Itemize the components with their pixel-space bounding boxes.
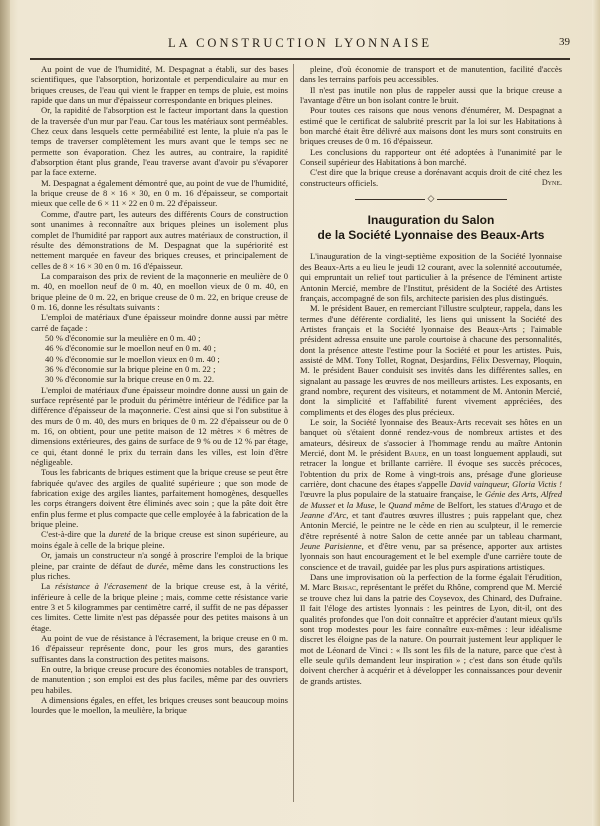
running-title: LA CONSTRUCTION LYONNAISE	[167, 36, 433, 50]
paragraph: Comme, d'autre part, les auteurs des différents Cours de construction sont unanimes à reconnaître aux briques pleines un isolement plus complet de l'humidité par rapport aux autres matériaux de construction, il résulte des démonstrations de M. Despagnat que la supériorité est nettement marquée en faveur des briques creuses, et principalement de celles de 8 × 16 × 30 en 0 m. 16 d'épaisseur.	[31, 208, 288, 271]
savings-list	[31, 333, 288, 385]
list-item: 40 % d'économie sur le moellon vieux en 0 m. 40 ;	[45, 353, 220, 364]
paragraph: Pour toutes ces raisons que nous venons d'énumérer, M. Despagnat a estimé que le certificat de salubrité prescrit par la loi sur les Habitations à bon marché était être délivré aux maisons dont les murs sont construits en briques creuses de 0 m. 16 d'épaisseur.	[300, 105, 562, 147]
paragraph: Le soir, la Société lyonnaise des Beaux-Arts recevait ses hôtes en un banquet où s'étaient donné rendez-vous de nombreux artistes et des amateurs, désireux de s'associer à l'hommage rendu au maître Antonin Mercié, dont M. le président Bauer, en un toast longuement applaudi, sut retracer la longue et brillante carrière. Il évoque ses succès précoces, l'obtention du prix de Rome à vingt-trois ans, présage d'une glorieuse carrière, dont chacune des étapes s'appelle David vainqueur, Gloria Victis ! l'œuvre la plus populaire de la statuaire française, le Génie des Arts, Alfred de Musset et la Muse, le Quand même de Belfort, les statues d'Arago et de Jeanne d'Arc, et tant d'autres œuvres illustres ; puis rappelant que, chez Antonin Mercié, le peintre ne le cède en rien au sculpteur, il le remercie d'être représenté à notre Salon de cette année par un tableau charmant, Jeune Parisienne, et d'être venu, par sa présence, apporter aux artistes lyonnais son haut encouragement et le bel exemple d'une carrière toute de conscience et de travail, guidée par les plus purs aspirations artistiques.	[300, 416, 562, 572]
section-ornament	[300, 193, 562, 203]
paragraph: C'est-à-dire que la dureté de la brique creuse est sinon supérieure, au moins égale à celle de la brique pleine.	[31, 529, 289, 550]
author-signature: Dyne.	[541, 177, 562, 187]
page-number: 39	[559, 36, 570, 48]
diamond-icon: ◇	[427, 193, 435, 204]
page-spine-shadow	[0, 0, 10, 826]
paragraph: pleine, d'où économie de transport et de manutention, facilité d'accès dans les terrains parfois peu accessibles.	[300, 64, 562, 85]
list-item: 36 % d'économie sur la brique pleine en 0 m. 22 ;	[45, 363, 216, 374]
right-column	[300, 64, 562, 686]
list-item: 46 % d'économie sur le moellon neuf en 0 m. 40 ;	[45, 343, 216, 354]
page-edge-shadow	[592, 0, 600, 826]
paragraph: Dans une improvisation où la perfection de la forme égalait l'érudition, M. Marc Brisac, représentant le préfet du Rhône, comprend que M. Mercié se trouve chez lui dans la patrie des Coysevox, des Chinard, des Dufraine. Il fait l'éloge des artistes lyonnais : les peintres de Lyon, dit-il, ont des qualités profondes que l'on doit connaître et apprécier d'autant mieux qu'ils sont trop modestes pour les faire connaître eux-mêmes : leur idéalisme discret les éloigne pas de la nature. On pourrait justement leur appliquer le mot de Léonard de Vinci : « Ils sont les fils de la nature, parce que c'est à elle seule qu'ils demandent leur inspiration » ; c'est dans son étude qu'ils doivent chercher à acquérir et à développer les connaissances pour devenir de grands artistes.	[300, 572, 562, 686]
left-column	[31, 64, 288, 716]
paragraph: Les conclusions du rapporteur ont été adoptées à l'unanimité par le Conseil supérieur des Habitations à bon marché.	[300, 146, 562, 168]
page-header	[30, 36, 570, 54]
paragraph: M. Despagnat a également démontré que, au point de vue de l'humidité, la brique creuse de 8 × 16 × 30, en 0 m. 16 d'épaisseur, se comportait mieux que celle de 6 × 11 × 22 en 0 m. 22 d'épaisseur.	[31, 177, 288, 209]
paragraph: M. le président Bauer, en remerciant l'illustre sculpteur, rappela, dans les termes d'une déférente cordialité, les liens qui unissent la Société des Artistes français et la Société lyonnaise des Beaux-Arts ; l'aimable président adressa ensuite une parole courtoise à chacune des personnalités, dont la présence atteste l'estime pour la Société et pour les artistes. Puis, assisté de MM. Tony Tollet, Rognat, Desjardins, Félix Desvernay, Ploquin, M. le président Bauer conduisit ses invités dans les différentes salles, en signalant au passage les œuvres de nos meilleurs artistes. Les exposants, en grand nombre, reçurent des visiteurs, et notamment de M. Antonin Mercié, dont la simplicité et l'affabilité furent vivement appréciées, des compliments et des éloges des plus précieux.	[300, 303, 562, 417]
paragraph: La comparaison des prix de revient de la maçonnerie en meulière de 0 m. 40, en moellon neuf de 0 m. 40, en moellon vieux de 0 m. 40, en brique pleine de 0 m. 22, en brique creuse de 0 m. 22, en brique creuse de 0 m. 16, donne les résultats suivants :	[31, 270, 288, 312]
paragraph: Or, la rapidité de l'absorption est le facteur important dans la question de la traversée d'un mur par l'eau. Car tous les matériaux sont perméables. Chez ceux dans lesquels cette perméabilité est lente, la pluie n'a pas le temps de traverser complètement les murs avant que le temps sec ne permette son évaporation. Chez les autres, au contraire, la rapidité d'absorption étant plus grande, l'eau traverse avant d'avoir pu s'évaporer par la face externe.	[31, 105, 288, 178]
list-item: 50 % d'économie sur la meulière en 0 m. 40 ;	[45, 332, 201, 343]
paragraph: L'inauguration de la vingt-septième exposition de la Société lyonnaise des Beaux-Arts a eu lieu le jeudi 12 courant, avec la solennité accoutumée, qui empruntait un relief tout particulier à la présence de l'éminent artiste Antonin Mercié, membre de l'Institut, président de la Société des Artistes français, accompagné de son fils, architecte parisien des plus distingués.	[300, 251, 562, 303]
paragraph: L'emploi de matériaux d'une épaisseur moindre donne aussi un gain de surface représenté par le produit du périmètre intérieur de l'édifice par la différence d'épaisseur de la maçonnerie. C'est ainsi que si l'on substitue à des murs de 0 m. 40, des murs en briques de 0 m. 22 d'épaisseur ou de 0 m. 16, on obtient, pour une petite maison de 12 mètres × 6 mètres de dimensions extérieures, des gains de surface de 9 % ou de 12 % par étage, ce qui, étant donné le prix du terrain dans les villes, est loin d'être négligeable.	[31, 384, 288, 468]
paragraph: Il n'est pas inutile non plus de rappeler aussi que la brique creuse a l'avantage d'être un bon isolant contre le bruit.	[300, 84, 562, 106]
column-divider	[293, 64, 294, 802]
paragraph: A dimensions égales, en effet, les briques creuses sont beaucoup moins lourdes que le moellon, la meulière, la brique	[31, 694, 288, 716]
paragraph: Au point de vue de résistance à l'écrasement, la brique creuse en 0 m. 16 d'épaisseur représente donc, pour les gros murs, des garanties suffisantes dans la construction des petites maisons.	[31, 632, 288, 664]
section-title: Inauguration du Salon de la Société Lyonnaise des Beaux-Arts	[317, 213, 545, 243]
paragraph: La résistance à l'écrasement de la brique creuse est, à la vérité, inférieure à celle de la brique pleine ; mais, comme cette résistance varie entre 3 et 5 kilogrammes par centimètre carré, il suffit de ne pas dépasser ces limites. Cette limite n'est pas dépassée pour des petites maisons à un étage.	[31, 581, 288, 633]
list-item: 30 % d'économie sur la brique creuse en 0 m. 22.	[45, 374, 215, 385]
paragraph: Tous les fabricants de briques estiment que la brique creuse se peut être fabriquée qu'avec des argiles de qualité supérieure ; que son mode de fabrication exige des argiles liantes, parfaitement homogènes, desquelles les corps étrangers doivent être éliminés avec soin ; que la pâte doit être enfin plus ferme et plus compacte que celle employée à la fabrication de la brique pleine.	[31, 467, 288, 530]
paragraph: C'est dire que la brique creuse a dorénavant acquis droit de cité chez les constructeurs officiels. Dyne.	[300, 167, 562, 188]
paragraph: L'emploi de matériaux d'une épaisseur moindre donne aussi par mètre carré de façade :	[31, 312, 288, 333]
header-rule	[30, 58, 570, 60]
paragraph: Or, jamais un constructeur n'a songé à proscrire l'emploi de la brique pleine, par crainte de défaut de durée, même dans les constructions les plus riches.	[31, 550, 288, 581]
paragraph: Au point de vue de l'humidité, M. Despagnat a établi, sur des bases scientifiques, que l'absorption, horizontale et perpendiculaire au mur en briques creuses, de l'eau qui vient le frapper en temps de pluie, est moins rapide que dans un mur d'épaisseur correspondante en briques pleines.	[31, 64, 288, 106]
paragraph: En outre, la brique creuse procure des économies notables de transport, de manutention ; son emploi est des plus faciles, même par des ouvriers peu habiles.	[31, 663, 288, 695]
